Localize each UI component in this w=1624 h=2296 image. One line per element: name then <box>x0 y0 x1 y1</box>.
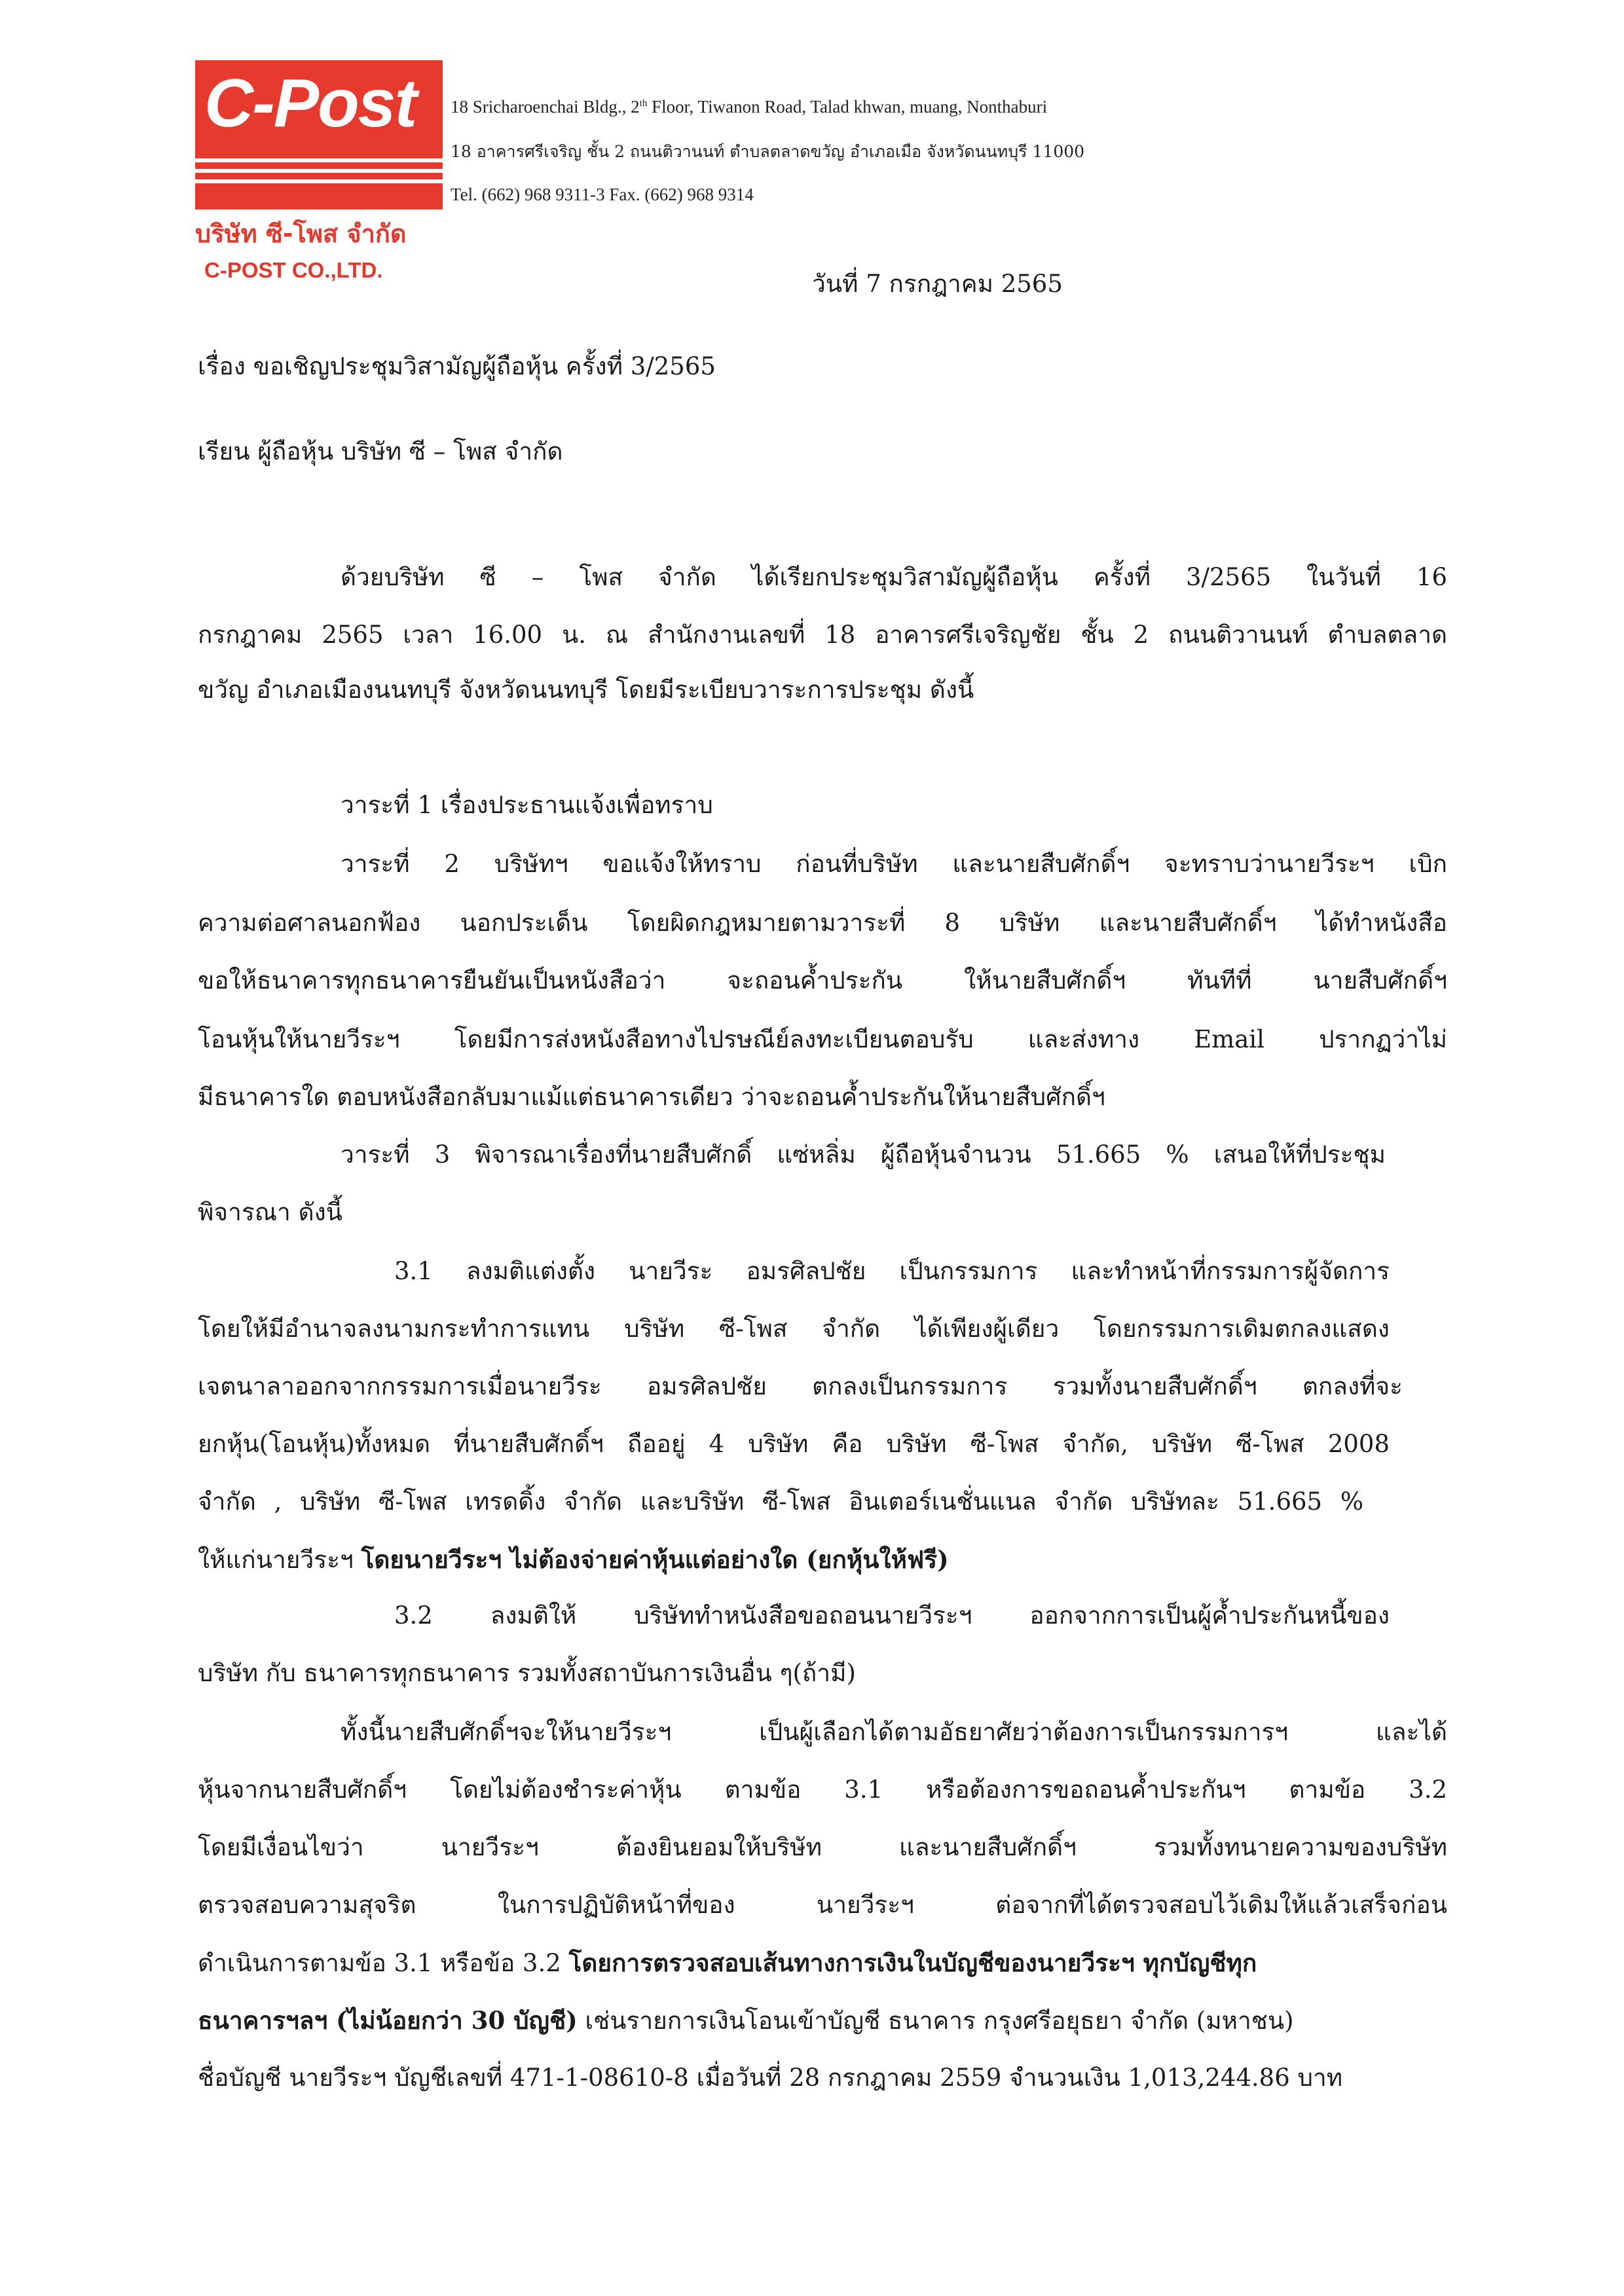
agenda-1: วาระที่ 1 เรื่องประธานแจ้งเพื่อทราบ <box>341 791 713 819</box>
closing-line-3: โดยมีเงื่อนไขว่า นายวีระฯ ต้องยินยอมให้บริษัท และนายสืบศักดิ์ฯ รวมทั้งทนายความของบริษัท <box>198 1833 1447 1861</box>
logo-stripes <box>195 158 443 190</box>
agenda-2-line-3: ขอให้ธนาคารทุกธนาคารยืนยันเป็นหนังสือว่า จะถอนค้ำประกัน ให้นายสืบศักดิ์ฯ ทันทีที่ นายสืบศักดิ์ฯ <box>198 966 1447 994</box>
letter-date: วันที่ 7 กรกฎาคม 2565 <box>812 270 1063 298</box>
free-shares-note: โดยนายวีระฯ ไม่ต้องจ่ายค่าหุ้นแต่อย่างใด (ยกหุ้นให้ฟรี) <box>361 1545 949 1574</box>
intro-line-2: กรกฎาคม 2565 เวลา 16.00 น. ณ สำนักงานเลขที่ 18 อาคารศรีเจริญชัย ชั้น 2 ถนนติวานนท์ ตำบลตลาด <box>198 621 1447 649</box>
closing-line-1: ทั้งนี้นายสืบศักดิ์ฯจะให้นายวีระฯ เป็นผู้เลือกได้ตามอัธยาศัยว่าต้องการเป็นกรรมการฯ และได้ <box>341 1718 1447 1746</box>
company-logo <box>195 60 443 210</box>
item-3-2-line-1: 3.2 ลงมติให้ บริษัททำหนังสือขอถอนนายวีระฯ ออกจากการเป็นผู้ค้ำประกันหนี้ของ <box>394 1601 1390 1630</box>
agenda-2-line-4: โอนหุ้นให้นายวีระฯ โดยมีการส่งหนังสือทางไปรษณีย์ลงทะเบียนตอบรับ และส่งทาง Email ปรากฏว่าไม่ <box>198 1025 1447 1053</box>
letter-recipient: เรียน ผู้ถือหุ้น บริษัท ซี – โพส จำกัด <box>198 437 563 465</box>
item-3-1-line-3: เจตนาลาออกจากกรรมการเมื่อนายวีระ อมรศิลปชัย ตกลงเป็นกรรมการ รวมทั้งนายสืบศักดิ์ฯ ตกลงที่จะ <box>198 1372 1403 1400</box>
intro-line-1: ด้วยบริษัท ซี – โพส จำกัด ได้เรียกประชุมวิสามัญผู้ถือหุ้น ครั้งที่ 3/2565 ในวันที่ 16 <box>341 563 1447 591</box>
item-3-1-line-5: จำกัด , บริษัท ซี-โพส เทรดดิ้ง จำกัด และบริษัท ซี-โพส อินเตอร์เนชั่นแนล จำกัด บริษัทละ 51.665 % <box>198 1487 1363 1516</box>
closing-line-4: ตรวจสอบความสุจริต ในการปฏิบัติหน้าที่ของ นายวีระฯ ต่อจากที่ได้ตรวจสอบไว้เดิมให้แล้วเสร็จก่อน <box>198 1891 1447 1919</box>
item-3-1-line-6: ให้แก่นายวีระฯ โดยนายวีระฯ ไม่ต้องจ่ายค่าหุ้นแต่อย่างใด (ยกหุ้นให้ฟรี) <box>198 1545 949 1574</box>
agenda-3-line-1: วาระที่ 3 พิจารณาเรื่องที่นายสืบศักดิ์ แซ่หลิ่ม ผู้ถือหุ้นจำนวน 51.665 % เสนอให้ที่ประชุม <box>341 1140 1386 1169</box>
closing-line-6: ธนาคารฯลฯ (ไม่น้อยกว่า 30 บัญชี) เช่นรายการเงินโอนเข้าบัญชี ธนาคาร กรุงศรีอยุธยา จำกัด (มหาชน) <box>198 2006 1294 2035</box>
company-name-english: C-POST CO.,LTD. <box>204 258 383 282</box>
account-count-note: ธนาคารฯลฯ (ไม่น้อยกว่า 30 บัญชี) <box>198 2006 578 2035</box>
contact-numbers: Tel. (662) 968 9311-3 Fax. (662) 968 9314 <box>451 185 754 204</box>
agenda-2-line-1: วาระที่ 2 บริษัทฯ ขอแจ้งให้ทราบ ก่อนที่บริษัท และนายสืบศักดิ์ฯ จะทราบว่านายวีระฯ เบิก <box>341 850 1447 878</box>
intro-line-3: ขวัญ อำเภอเมืองนนทบุรี จังหวัดนนทบุรี โดยมีระเบียบวาระการประชุม ดังนี้ <box>198 676 974 704</box>
closing-line-2: หุ้นจากนายสืบศักดิ์ฯ โดยไม่ต้องชำระค่าหุ้น ตามข้อ 3.1 หรือต้องการขอถอนค้ำประกันฯ ตามข้อ 3.2 <box>198 1776 1447 1804</box>
logo-text: C-Post <box>204 65 416 141</box>
address-thai: 18 อาคารศรีเจริญ ชั้น 2 ถนนติวานนท์ ตำบลตลาดขวัญ อำเภอเมือ จังหวัดนนทบุรี 11000 <box>451 142 1085 161</box>
audit-requirement: โดยการตรวจสอบเส้นทางการเงินในบัญชีของนายวีระฯ ทุกบัญชีทุก <box>568 1948 1257 1977</box>
agenda-2-line-5: มีธนาคารใด ตอบหนังสือกลับมาแม้แต่ธนาคารเดียว ว่าจะถอนค้ำประกันให้นายสืบศักดิ์ฯ <box>198 1083 1105 1111</box>
item-3-1-line-2: โดยให้มีอำนาจลงนามกระทำการแทน บริษัท ซี-โพส จำกัด ได้เพียงผู้เดียว โดยกรรมการเดิมตกลงแสดง <box>198 1315 1390 1343</box>
item-3-1-line-4: ยกหุ้น(โอนหุ้น)ทั้งหมด ที่นายสืบศักดิ์ฯ ถืออยู่ 4 บริษัท คือ บริษัท ซี-โพส จำกัด, บริษัท ซี-โพส 2008 <box>198 1430 1390 1458</box>
address-english: 18 Sricharoenchai Bldg., 2th Floor, Tiwanon Road, Talad khwan, muang, Nonthaburi <box>451 97 1048 117</box>
item-3-1-line-1: 3.1 ลงมติแต่งตั้ง นายวีระ อมรศิลปชัย เป็นกรรมการ และทำหน้าที่กรรมการผู้จัดการ <box>394 1257 1390 1285</box>
letter-subject: เรื่อง ขอเชิญประชุมวิสามัญผู้ถือหุ้น ครั้งที่ 3/2565 <box>198 352 716 380</box>
agenda-2-line-2: ความต่อศาลนอกฟ้อง นอกประเด็น โดยผิดกฎหมายตามวาระที่ 8 บริษัท และนายสืบศักดิ์ฯ ได้ทำหนังสือ <box>198 909 1447 937</box>
closing-line-5: ดำเนินการตามข้อ 3.1 หรือข้อ 3.2 โดยการตรวจสอบเส้นทางการเงินในบัญชีของนายวีระฯ ทุกบัญชีทุก <box>198 1948 1257 1977</box>
closing-line-7: ชื่อบัญชี นายวีระฯ บัญชีเลขที่ 471-1-08610-8 เมื่อวันที่ 28 กรกฎาคม 2559 จำนวนเงิน 1,013,244.86 บาท <box>198 2064 1343 2092</box>
item-3-2-line-2: บริษัท กับ ธนาคารทุกธนาคาร รวมทั้งสถาบันการเงินอื่น ๆ(ถ้ามี) <box>198 1659 856 1687</box>
company-name-thai: บริษัท ซี-โพส จำกัด <box>195 219 407 248</box>
agenda-3-line-2: พิจารณา ดังนี้ <box>198 1198 342 1226</box>
